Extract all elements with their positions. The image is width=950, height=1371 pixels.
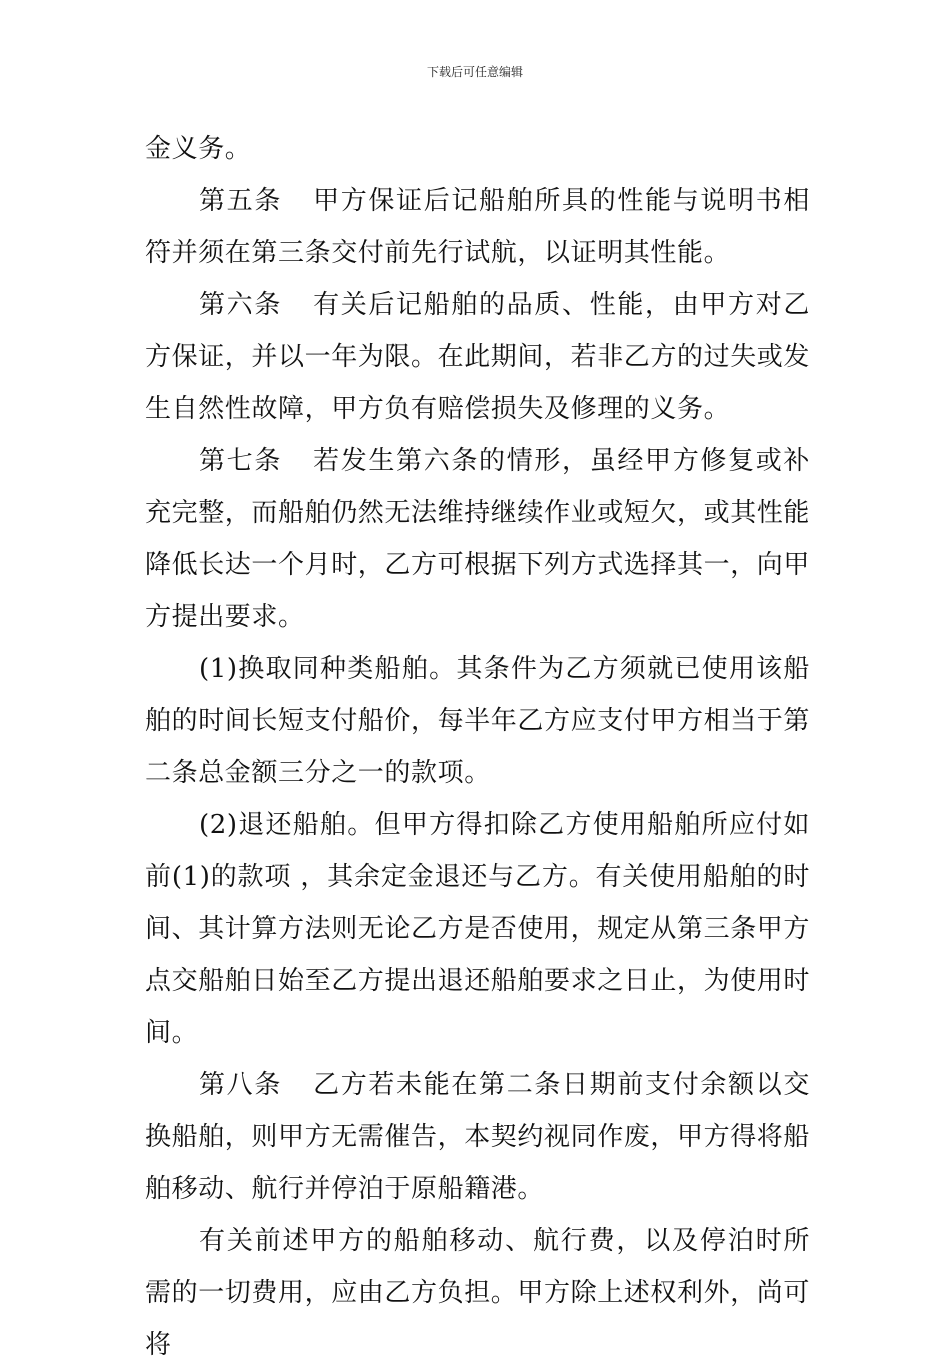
paragraph-text: 甲方保证后记船舶所具的性能与说明书相符并须在第三条交付前先行试航，以证明其性能。 <box>145 186 810 268</box>
document-body <box>145 123 810 1371</box>
paragraph-continuation <box>145 123 810 175</box>
article-8-paragraph <box>145 1059 810 1215</box>
option-2-paragraph <box>145 799 810 1059</box>
article-5-paragraph <box>145 175 810 279</box>
paragraph-text: 乙方若未能在第二条日期前支付余额以交换船舶，则甲方无需催告，本契约视同作废，甲方得将船舶移动、航行并停泊于原船籍港。 <box>145 1070 811 1204</box>
paragraph-text: 有关后记船舶的品质、性能，由甲方对乙方保证，并以一年为限。在此期间，若非乙方的过失或发生自然性故障，甲方负有赔偿损失及修理的义务。 <box>145 290 811 424</box>
paragraph-text: 有关前述甲方的船舶移动、航行费，以及停泊时所需的一切费用，应由乙方负担。甲方除上述权利外，尚可将 <box>145 1226 811 1360</box>
article-6-paragraph <box>145 279 810 435</box>
article-label: 第七条 <box>199 446 282 476</box>
paragraph-text: 金义务。 <box>145 134 252 164</box>
article-label: 第六条 <box>199 290 282 320</box>
article-8-continuation-paragraph <box>145 1215 810 1371</box>
article-7-paragraph <box>145 435 810 643</box>
paragraph-text: (2)退还船舶。但甲方得扣除乙方使用船舶所应付如前(1)的款项 ，其余定金退还与乙方。有关使用船舶的时间、其计算方法则无论乙方是否使用，规定从第三条甲方点交船舶日始至乙方提出退还船舶要求之日止，为使用时间。 <box>145 810 811 1048</box>
page-header-note: 下载后可任意编辑 <box>426 65 523 79</box>
article-label: 第八条 <box>199 1070 282 1100</box>
paragraph-text: 若发生第六条的情形，虽经甲方修复或补充完整，而船舶仍然无法维持继续作业或短欠，或其性能降低长达一个月时，乙方可根据下列方式选择其一，向甲方提出要求。 <box>145 446 811 632</box>
article-label: 第五条 <box>199 186 282 216</box>
option-1-paragraph <box>145 643 810 799</box>
paragraph-text: (1)换取同种类船舶。其条件为乙方须就已使用该船舶的时间长短支付船价，每半年乙方应支付甲方相当于第二条总金额三分之一的款项。 <box>145 654 811 788</box>
